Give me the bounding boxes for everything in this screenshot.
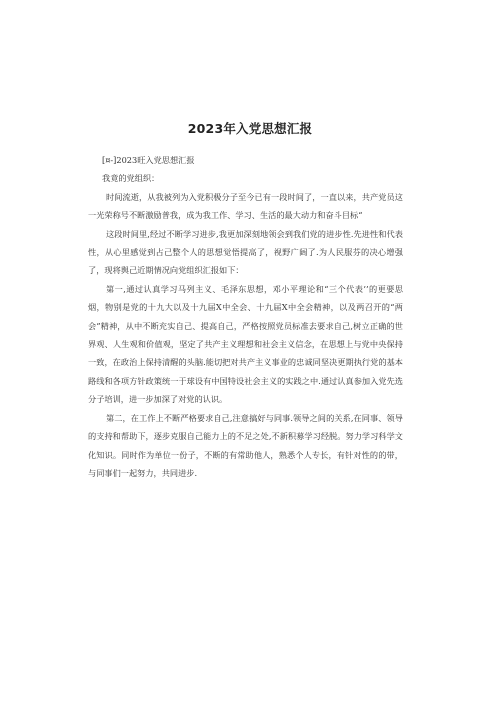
paragraph-1: 时间流逝，从我被列为入党积极分子至今已有一段时间了，一直以来，共产党员这一光荣称号不断激励普我，成为我工作、学习、生活的最大动力和奋斗目标“	[88, 191, 403, 221]
paragraph-2: 这段时间里,经过不断学习进步,我更加深刻地领会到我们党的进步性.先进性和代表性，从心里感觉到占己整个人的思想觉悟提高了，视野广阔了.为人民服芬的决心增强了，现将舆己近期情况向党组织汇报如下：	[88, 228, 403, 276]
document-title: 2023年入党思想汇报	[187, 121, 313, 136]
salutation: 我竟的党组织：	[102, 173, 160, 184]
paragraph-4: 第二，在工作上不断严格要求自己,注意搞好与同事.领导之间的关系,在同事、领导的支持和帮助下，逐步克服自己能力上的不足之处,不新积募学习经脱。努力学习科学文化知识。同时作为单位一份子，不断的有常助他人，熟悉个人专长，有针对性的的带，与同事们一起努力，共同进步.	[88, 412, 403, 478]
document-subheading: [¤-]2023旺入党思想汇报	[102, 155, 195, 165]
document-body	[88, 151, 403, 482]
paragraph-3: 第一,通过认真学习马列主义、毛泽东思想，邓小平理论和“三个代表’’的更要思烟，物别是党的十九大以及十九届X中全会、十九届X中全会精神，以及两召开的“两会”精神，从中不断充实自己、提高自己，严格按照党员标准去要求自己,树立正确的世界观、人生观和价值观，坚定了共产主义理想和社会主义信念，在思想上与党中央保持一致，在政治上保持清醒的头脑.能切把对共产主义事业的忠诚同坚决更期执行党的基本路线和各项方针政策统一于球设有中国特设社会主义的实践之中.通过认真参加入党先选分子培训，进一步加深了对党的认识。	[88, 283, 403, 405]
